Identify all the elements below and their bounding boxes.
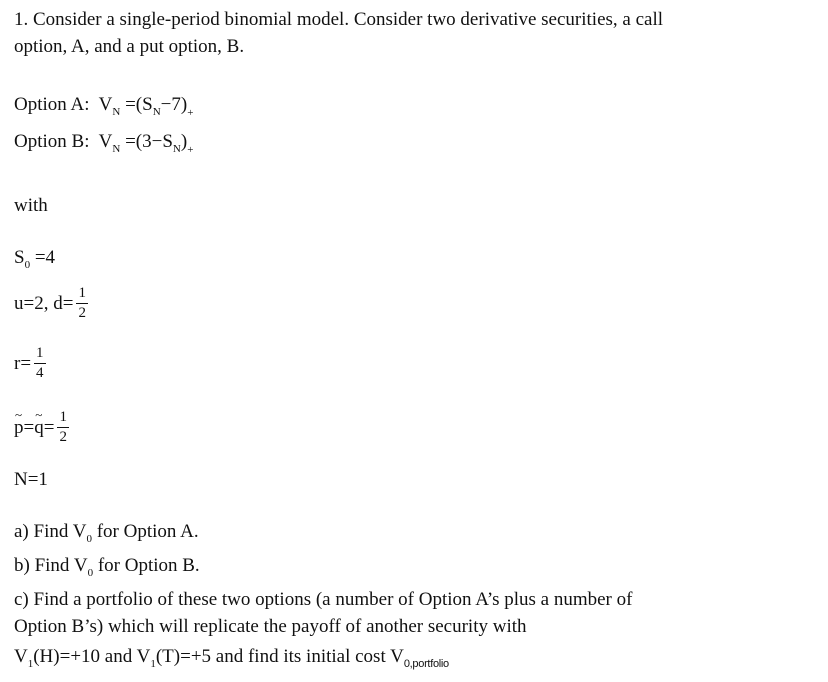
fraction-bar — [57, 427, 69, 428]
question-b-sub: 0 — [87, 567, 94, 579]
question-c-mid1: (H)=+10 and V — [33, 646, 151, 667]
option-b-rhs: =(3−S — [125, 131, 173, 152]
option-a-S-sub: N — [152, 106, 161, 118]
question-c-line2: Option B’s) which will replicate the payoff of another security with — [14, 616, 527, 637]
param-r-denominator: 4 — [36, 365, 44, 381]
question-b — [14, 555, 200, 579]
problem-intro-line2: option, A, and a put option, B. — [14, 36, 245, 57]
option-a-V-sub: N — [112, 106, 121, 118]
param-q-tilde: ~ q — [34, 418, 44, 437]
question-c-mid2: (T)=+5 and find its initial cost V — [155, 646, 404, 667]
param-pq-fraction — [57, 410, 69, 445]
param-ud-text: u=2, d= — [14, 293, 74, 314]
question-c-V1: V — [14, 646, 28, 667]
question-c-sub3: 0,portfolio — [403, 658, 449, 670]
with-label: with — [14, 195, 48, 216]
question-b-suffix: for Option B. — [93, 555, 200, 576]
param-s0-S: S — [14, 247, 25, 268]
question-c-line3 — [14, 647, 449, 670]
option-b-V: V — [98, 131, 113, 152]
param-r-numerator: 1 — [36, 345, 44, 361]
param-r — [14, 346, 46, 381]
question-c-sub2: 1 — [150, 658, 156, 670]
param-pq-eq1: = — [23, 417, 35, 438]
question-a-suffix: for Option A. — [91, 521, 199, 542]
param-d-denominator: 2 — [78, 305, 86, 321]
param-s0-sub: 0 — [24, 259, 31, 271]
param-d-numerator: 1 — [78, 285, 86, 301]
question-c-line1: c) Find a portfolio of these two options (a number of Option A’s plus a number of — [14, 589, 633, 610]
fraction-bar — [34, 363, 46, 364]
question-a-prefix: a) Find V — [14, 521, 87, 542]
option-b-definition — [14, 132, 193, 156]
option-a-label: Option A: — [14, 94, 90, 115]
param-r-text: r= — [14, 353, 32, 374]
param-s0-rhs: =4 — [34, 247, 56, 268]
param-pq — [14, 410, 69, 445]
param-s0 — [14, 247, 56, 271]
option-b-rhs-tail: ) — [180, 131, 188, 152]
param-n: N=1 — [14, 469, 48, 490]
option-b-S-sub: N — [172, 143, 181, 155]
param-p-tilde: ~ p — [14, 418, 24, 437]
option-a-rhs: =(S — [125, 94, 153, 115]
param-pq-eq2: = — [43, 417, 55, 438]
question-b-prefix: b) Find V — [14, 555, 88, 576]
param-pq-numerator: 1 — [59, 409, 67, 425]
option-a-rhs-tail: −7) — [160, 94, 188, 115]
param-r-fraction — [34, 346, 46, 381]
option-b-V-sub: N — [112, 143, 121, 155]
question-c-sub1: 1 — [27, 658, 34, 670]
fraction-bar — [76, 303, 88, 304]
param-ud — [14, 286, 88, 321]
param-pq-denominator: 2 — [59, 429, 67, 445]
option-a-plus: + — [187, 107, 194, 119]
option-a-definition — [14, 95, 193, 119]
problem-intro-line1: 1. Consider a single-period binomial model. Consider two derivative securities, a call — [14, 9, 664, 30]
option-b-label: Option B: — [14, 131, 90, 152]
question-a — [14, 521, 199, 545]
question-a-sub: 0 — [86, 533, 92, 545]
param-d-fraction — [76, 286, 88, 321]
option-a-V: V — [98, 94, 113, 115]
option-b-plus: + — [187, 144, 194, 156]
